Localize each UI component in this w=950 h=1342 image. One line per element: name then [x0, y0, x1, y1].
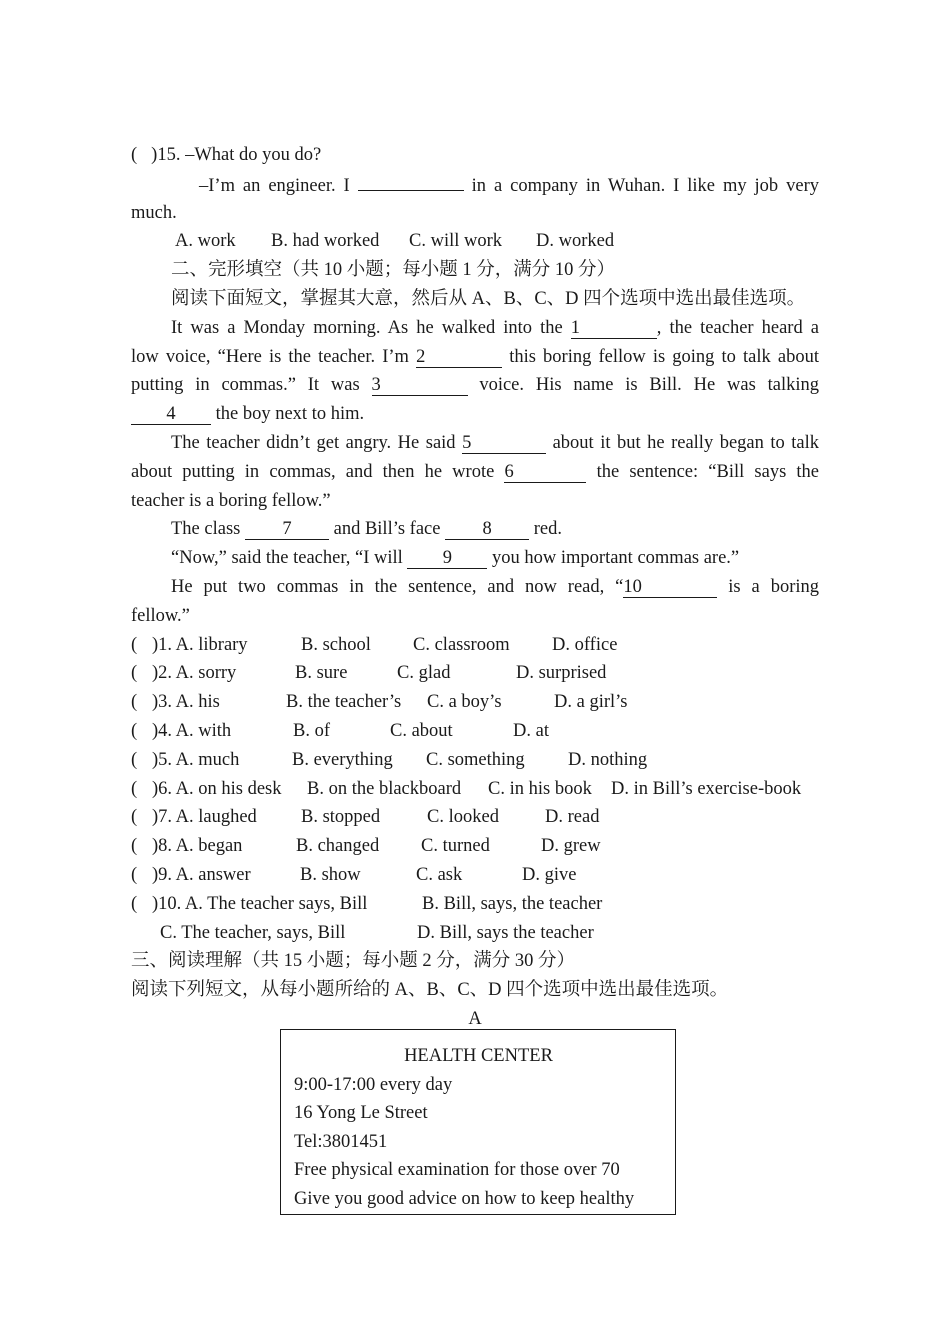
passage-line: The teacher didn’t get angry. He said 5 about it but he really began to talk — [171, 432, 820, 453]
option-a: A. work — [175, 231, 236, 252]
exam-page — [131, 141, 820, 1209]
blank-10: 10 — [623, 577, 717, 598]
section-2-instruction: 阅读下面短文，掌握其大意，然后从 A、B、C、D 四个选项中选出最佳选项。 — [171, 288, 806, 309]
health-center-notice — [280, 1029, 676, 1215]
option-b: B. had worked — [271, 231, 380, 252]
answer-paren: ( — [131, 145, 138, 165]
option-d: D. worked — [536, 231, 615, 252]
notice-title: HEALTH CENTER — [404, 1046, 553, 1066]
passage-line: The class 7 and Bill’s face 8 red. — [171, 519, 562, 540]
section-3-heading: 三、阅读理解（共 15 小题；每小题 2 分，满分 30 分） — [131, 951, 576, 972]
answer-paren[interactable]: ( — [131, 836, 138, 857]
answer-paren[interactable]: ( — [131, 634, 138, 655]
blank-9: 9 — [407, 548, 487, 569]
choice-row: ( )5. A. much B. everything C. something D. nothing — [131, 749, 648, 770]
blank-1: 1 — [571, 318, 657, 339]
passage-line: It was a Monday morning. As he walked into the 1 , the teacher heard a — [171, 317, 820, 338]
choice-row: ( )3. A. his B. the teacher’s C. a boy’s D. a girl’s — [131, 692, 628, 713]
passage-label: A — [468, 1008, 482, 1029]
choice-row: ( )6. A. on his desk B. on the blackboard C. in his book D. in Bill’s exercise-book — [131, 778, 802, 799]
passage-line: fellow.” — [131, 605, 190, 626]
notice-address: 16 Yong Le Street — [294, 1103, 428, 1124]
passage-line: 4 the boy next to him. — [131, 400, 819, 429]
q15-reply: –I’m an engineer. I in a company in Wuhan. I like my job very — [131, 170, 819, 199]
passage-line: low voice, “Here is the teacher. I’m 2 this boring fellow is going to talk about — [131, 346, 819, 367]
notice-offer: Free physical examination for those over 70 — [294, 1160, 620, 1181]
notice-hours: 9:00-17:00 every day — [294, 1074, 453, 1095]
answer-paren[interactable]: ( — [131, 749, 138, 770]
answer-paren[interactable]: ( — [131, 692, 138, 713]
blank-6: 6 — [504, 462, 586, 483]
passage-line: teacher is a boring fellow.” — [131, 490, 331, 511]
blank-8: 8 — [445, 519, 529, 540]
answer-paren[interactable]: ( — [131, 893, 138, 914]
answer-blank[interactable] — [358, 170, 464, 191]
answer-paren[interactable]: ( — [131, 778, 138, 799]
passage-line: about putting in commas, and then he wrote 6 the sentence: “Bill says the — [131, 461, 820, 482]
choice-row: ( )9. A. answer B. show C. ask D. give — [131, 864, 577, 885]
choice-row: ( )2. A. sorry B. sure C. glad D. surprised — [131, 663, 607, 684]
answer-paren[interactable]: ( — [131, 807, 138, 828]
choice-row: ( )7. A. laughed B. stopped C. looked D. read — [131, 807, 600, 828]
blank-7: 7 — [245, 519, 329, 540]
q15-stem: ( )15. –What do you do? — [131, 145, 322, 165]
blank-3: 3 — [372, 375, 468, 396]
answer-paren[interactable]: ( — [131, 663, 138, 684]
answer-paren[interactable]: ( — [131, 720, 138, 741]
choice-row: ( )1. A. library B. school C. classroom D. office — [131, 634, 618, 655]
blank-4: 4 — [131, 404, 211, 425]
q15-reply-cont: much. — [131, 202, 177, 223]
choice-row: ( )10. A. The teacher says, Bill B. Bill, says, the teacher — [131, 893, 603, 914]
notice-advice: Give you good advice on how to keep healthy — [294, 1188, 635, 1209]
notice-tel: Tel:3801451 — [294, 1131, 388, 1152]
passage-line: putting in commas.” It was 3 voice. His name is Bill. He was talking — [131, 375, 819, 396]
choice-row: C. The teacher, says, Bill D. Bill, says the teacher — [160, 922, 594, 943]
passage-line: “Now,” said the teacher, “I will 9 you how important commas are.” — [171, 548, 740, 569]
q15-options — [131, 227, 819, 256]
section-2-heading: 二、完形填空（共 10 小题；每小题 1 分，满分 10 分） — [171, 260, 616, 281]
option-c: C. will work — [409, 231, 503, 252]
choice-row: ( )4. A. with B. of C. about D. at — [131, 720, 549, 741]
choice-row: ( )8. A. began B. changed C. turned D. grew — [131, 836, 601, 857]
section-3-instruction: 阅读下列短文，从每小题所给的 A、B、C、D 四个选项中选出最佳选项。 — [131, 980, 729, 1001]
blank-5: 5 — [462, 433, 546, 454]
blank-2: 2 — [416, 347, 502, 368]
passage-line: He put two commas in the sentence, and now read, “10 is a boring — [171, 576, 819, 597]
answer-paren[interactable]: ( — [131, 864, 138, 885]
